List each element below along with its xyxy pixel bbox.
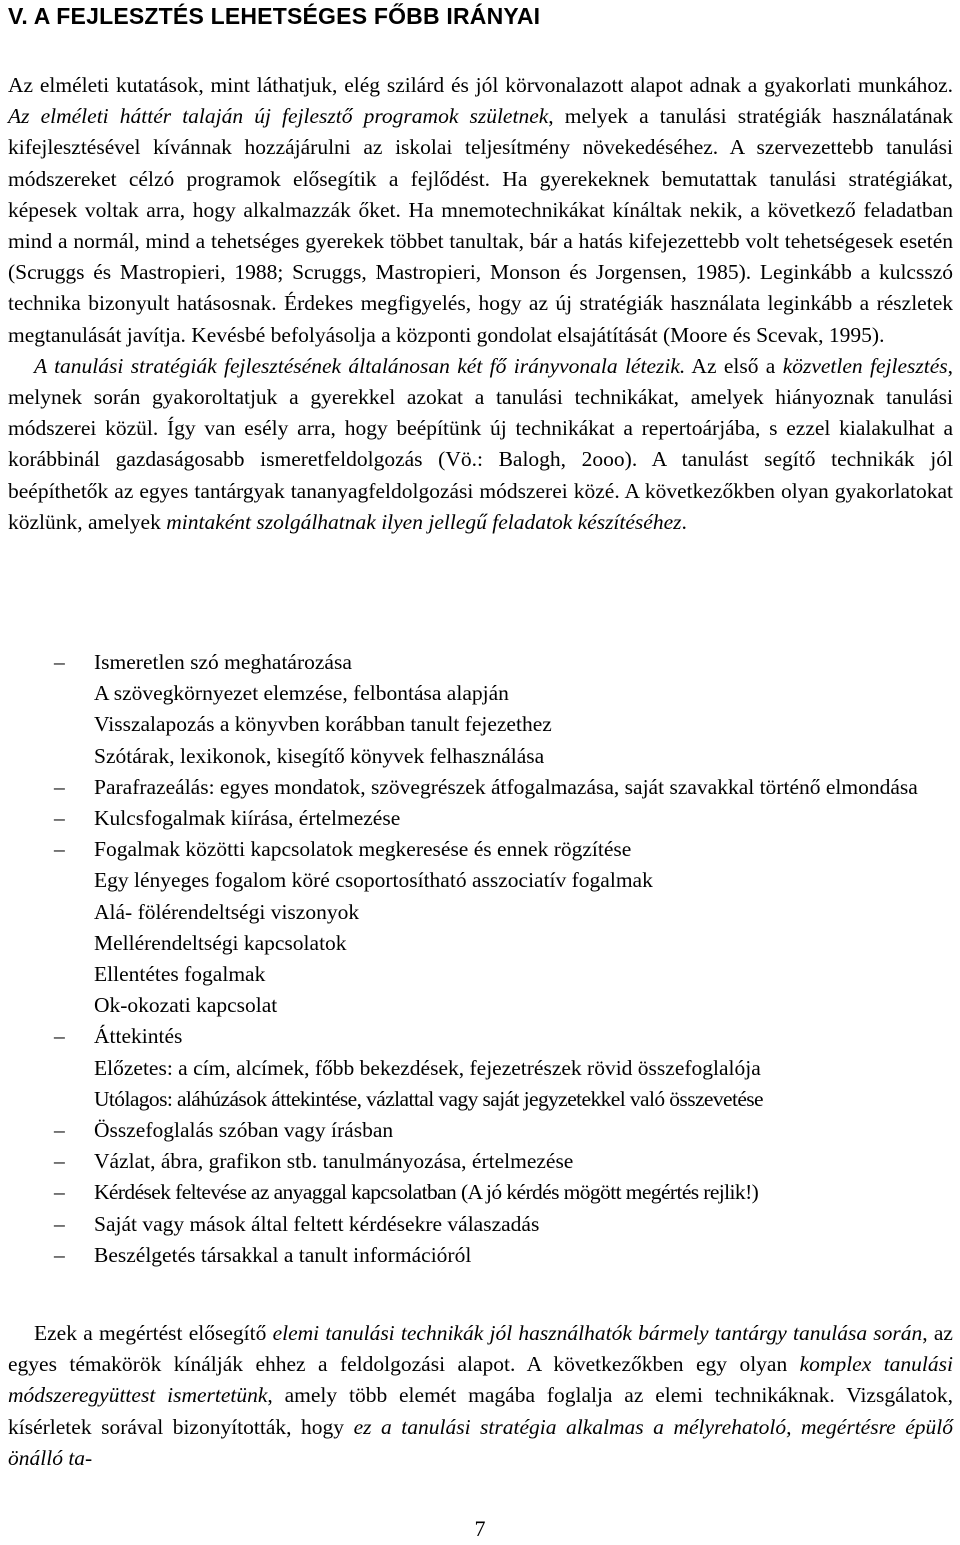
page-number: 7: [474, 1516, 486, 1541]
list-item-text: Saját vagy mások által feltett kérdésekre válaszadás: [94, 1211, 540, 1236]
list-item-text: Vázlat, ábra, grafikon stb. tanulmányozása, értelmezése: [94, 1149, 574, 1174]
list-item: [8, 928, 953, 959]
list-dash: –: [54, 1242, 65, 1267]
list-item: [8, 1146, 953, 1177]
list-item: [8, 865, 953, 896]
list-item: [8, 959, 953, 990]
para2-italic-1: elemi tanulási technikák jól használhatók bármely tantárgy tanulása során: [272, 1321, 923, 1345]
list-item: [8, 1084, 953, 1115]
list-item-text: Visszalapozás a könyvben korábban tanult fejezethez: [94, 712, 552, 737]
list-item: [8, 834, 953, 865]
list-item-text: Kérdések feltevése az anyaggal kapcsolatban (A jó kérdés mögött megértés rejlik!): [94, 1180, 759, 1205]
list-dash: –: [54, 1211, 65, 1236]
list-item-text: Összefoglalás szóban vagy írásban: [94, 1118, 394, 1143]
list-item-text: Áttekintés: [94, 1024, 183, 1049]
section-heading: V. A FEJLESZTÉS LEHETSÉGES FŐBB IRÁNYAI: [8, 3, 541, 29]
para1-text-2: , melyek a tanulási stratégiák használatának kifejlesztésével kívánnak hozzájárulni az iskolai teljesítmény növekedéséhez. A szervezettebb tanulási módszereket célzó programok elősegítik a fejlődést. Ha gyerekeknek bemutattak tanulási stratégiákat, képesek voltak arra, hogy alkalmazzák őket. Ha mnemotechnikákat kínáltak nekik, a következő feladatban mind a normál, mind a tehetséges gyerekek többet tanultak, bár a hatás kifejezettebb volt tehetségesek esetén (Scruggs és Mastropieri, 1988; Scruggs, Mastropieri, Monson és Jorgensen, 1985). Leginkább a kulcsszó technika bizonyult hatásosnak. Érdekes megfigyelés, hogy az új stratégiák használata leginkább a részletek megtanulását javítja. Kevésbé befolyásolja a központi gondolat elsajátítását (Moore és Scevak, 1995).: [8, 104, 954, 347]
list-item-text: A szövegkörnyezet elemzése, felbontása alapján: [94, 681, 509, 706]
list-item-text: Alá- fölérendeltségi viszonyok: [94, 899, 360, 924]
para1-italic-3: közvetlen fejlesztés: [782, 353, 948, 378]
list-item: [8, 741, 953, 772]
para1-text-3: Az első a: [685, 353, 783, 378]
para1-italic-2: A tanulási stratégiák fejlesztésének általánosan két fő irányvonala létezik.: [34, 353, 686, 378]
intro-paragraph: [8, 70, 953, 538]
para1-italic-1: Az elméleti háttér talaján új fejlesztő programok születnek: [8, 104, 549, 129]
para2-text-2: , az egyes témakörök kínálják ehhez a feldolgozási alapot. A következőkben egy olyan: [8, 1321, 953, 1377]
list-item-text: Ellentétes fogalmak: [94, 962, 266, 987]
para2-italic-3: ez a tanulási stratégia alkalmas a mélyrehatoló, megértésre épülő önálló ta-: [8, 1414, 953, 1470]
para2-italic-2: komplex tanulási módszeregyüttest ismertetünk: [8, 1352, 953, 1408]
para2-text-1: Ezek a megértést elősegítő: [34, 1321, 273, 1345]
list-item: [8, 1053, 953, 1084]
list-item-text: Fogalmak közötti kapcsolatok megkeresése és ennek rögzítése: [94, 837, 632, 862]
list-dash: –: [54, 650, 65, 674]
list-item: [8, 1240, 953, 1271]
closing-paragraph: [8, 1318, 953, 1474]
list-item-text: Előzetes: a cím, alcímek, főbb bekezdések, fejezetrészek rövid összefoglalója: [94, 1055, 761, 1080]
para2-text-3: , amely több elemét magába foglalja az elemi technikáknak. Vizsgálatok, kísérletek sorával bizonyították, hogy: [8, 1383, 953, 1439]
list-item: [8, 897, 953, 928]
list-item-text: Egy lényeges fogalom köré csoportosítható asszociatív fogalmak: [94, 868, 653, 893]
list-item: [8, 709, 953, 740]
list-item-text: Szótárak, lexikonok, kisegítő könyvek felhasználása: [94, 743, 545, 768]
list-dash: –: [54, 1149, 65, 1174]
technique-list: [8, 647, 953, 1271]
list-item: [8, 1177, 953, 1208]
list-item: [8, 803, 953, 834]
list-item: [8, 1021, 953, 1052]
list-item-text: Mellérendeltségi kapcsolatok: [94, 930, 347, 955]
para1-italic-4: mintaként szolgálhatnak ilyen jellegű feladatok készítéséhez: [166, 509, 682, 534]
list-dash: –: [54, 774, 65, 799]
para1-text-1: Az elméleti kutatások, mint láthatjuk, elég szilárd és jól körvonalazott alapot adnak a gyakorlati munkához.: [8, 73, 953, 97]
list-item: [8, 647, 953, 678]
list-item-text: Ok-okozati kapcsolat: [94, 993, 278, 1018]
list-item: [8, 990, 953, 1021]
list-item: [8, 1209, 953, 1240]
list-dash: –: [54, 806, 65, 831]
para1-text-4: , melynek során gyakoroltatjuk a gyerekkel azokat a tanulási technikákat, amelyek hiányoznak tanulási módszerei közül. Így van esély arra, hogy beépítünk új technikákat a repertoárjába, s ezzel kialakulhat a korábbinál gazdaságosabb ismeretfeldolgozás (Vö.: Balogh, 2ooo). A tanulást segítő technikák jól beépíthetők az egyes tantárgyak tananyagfeldolgozási módszerei közé. A következőkben olyan gyakorlatokat közlünk, amelyek: [8, 353, 954, 534]
list-item-text: Utólagos: aláhúzások áttekintése, vázlattal vagy saját jegyzetekkel való összevetése: [94, 1086, 763, 1111]
list-dash: –: [54, 1024, 65, 1049]
list-dash: –: [54, 837, 65, 862]
list-item-text: Beszélgetés társakkal a tanult információról: [94, 1242, 472, 1267]
list-item-text: Ismeretlen szó meghatározása: [94, 650, 352, 674]
list-item: [8, 772, 953, 803]
list-item-text: Kulcsfogalmak kiírása, értelmezése: [94, 806, 401, 831]
list-dash: –: [54, 1118, 65, 1143]
list-dash: –: [54, 1180, 65, 1205]
list-item: [8, 1115, 953, 1146]
para1-text-5: .: [681, 509, 687, 534]
list-item-text: Parafrazeálás: egyes mondatok, szövegrészek átfogalmazása, saját szavakkal történő elmondása: [94, 774, 918, 799]
list-item: [8, 678, 953, 709]
